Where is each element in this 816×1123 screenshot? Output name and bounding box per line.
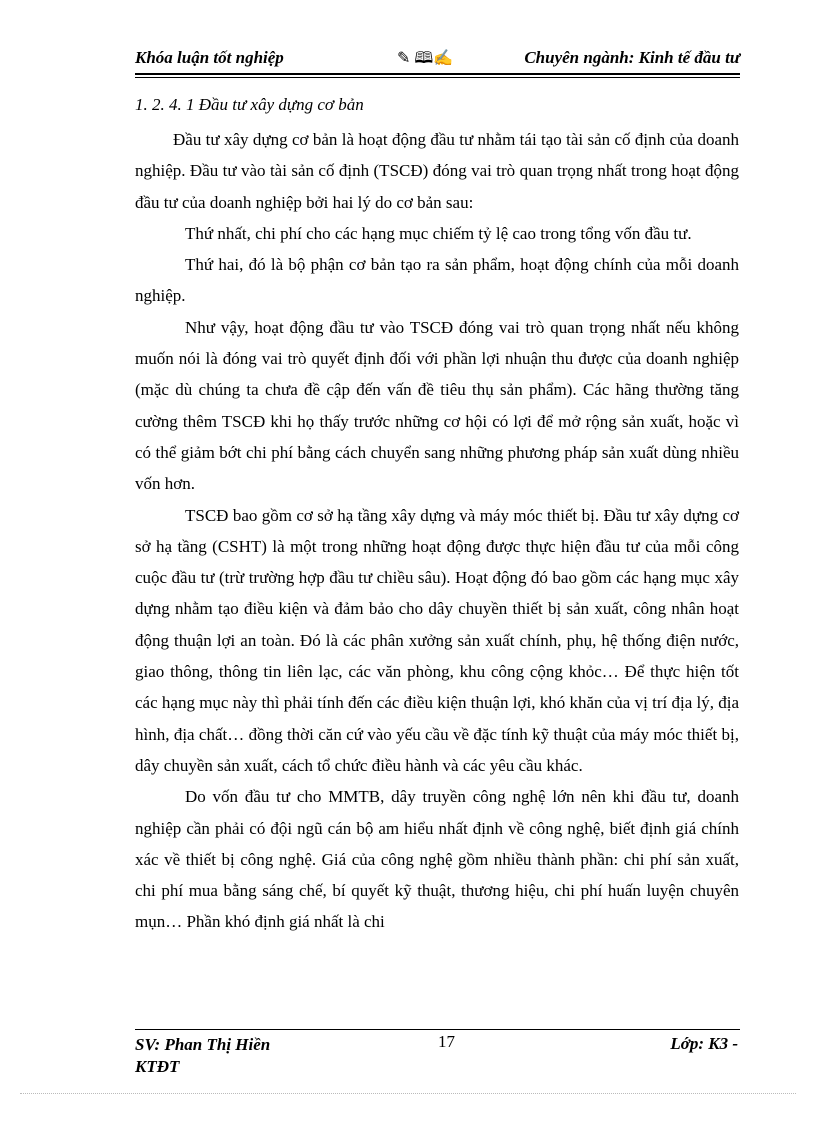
paragraph: Thứ nhất, chi phí cho các hạng mục chiếm tỷ lệ cao trong tổng vốn đầu tư. bbox=[185, 223, 692, 243]
header-major-label: Chuyên ngành: Kinh tế đầu tư bbox=[524, 48, 740, 67]
page-header bbox=[135, 48, 740, 70]
paragraph: Như vậy, hoạt động đầu tư vào TSCĐ đóng vai trò quan trọng nhất nếu không muốn nói là đóng vai trò quyết định đối với phần lợi nhuận thu được của doanh nghiệp (mặc dù chúng ta chưa đề cập đến vấn đề tiêu thụ sản phẩm). Các hãng thường tăng cường thêm TSCĐ khi họ thấy trước những cơ hội có lợi để mở rộng sản xuất, hoặc vì có thể giảm bớt chi phí bằng cách chuyển sang những phương pháp sản xuất dùng nhiều vốn hơn. bbox=[135, 317, 739, 494]
footer-student-name: SV: Phan Thị Hiền bbox=[135, 1035, 271, 1054]
paragraph: TSCĐ bao gồm cơ sở hạ tầng xây dựng và máy móc thiết bị. Đầu tư xây dựng cơ sở hạ tầng (CSHT) là một trong những hoạt động được thực hiện đầu tư của mỗi công cuộc đầu tư (trừ trường hợp đầu tư chiều sâu). Hoạt động đó bao gồm các hạng mục xây dựng nhằm tạo điều kiện và đảm bảo cho dây chuyền thiết bị sản xuất, công nhân hoạt động thuận lợi an toàn. Đó là các phân xưởng sản xuất chính, phụ, hệ thống điện nước, giao thông, thông tin liên lạc, các văn phòng, khu công cộng khỏc… Để thực hiện tốt các hạng mục này thì phải tính đến các điều kiện thuận lợi, khó khăn của vị trí địa lý, địa hình, địa chất… đồng thời căn cứ vào yếu cầu về đặc tính kỹ thuật của máy móc thiết bị, dây chuyền sản xuất, cách tổ chức điều hành và các yêu cầu khác. bbox=[135, 505, 739, 775]
document-body bbox=[135, 124, 739, 938]
footer-rule bbox=[135, 1029, 740, 1030]
header-ornament-icon: ✎ 🕮✍ bbox=[397, 50, 454, 67]
page-number: 17 bbox=[438, 1032, 455, 1051]
header-rule bbox=[135, 73, 740, 75]
header-thesis-label: Khóa luận tốt nghiệp bbox=[135, 48, 284, 67]
page-edge-divider bbox=[20, 1093, 796, 1094]
paragraph: Đầu tư xây dựng cơ bản là hoạt động đầu tư nhằm tái tạo tài sản cố định của doanh nghiệp. Đầu tư vào tài sản cố định (TSCĐ) đóng vai trò quan trọng nhất trong hoạt động đầu tư của doanh nghiệp bởi hai lý do cơ bản sau: bbox=[135, 130, 739, 212]
paragraph: Thứ hai, đó là bộ phận cơ bản tạo ra sản phẩm, hoạt động chính của mỗi doanh nghiệp. bbox=[135, 255, 739, 306]
footer-class-cont: KTĐT bbox=[135, 1057, 180, 1076]
header-rule-thin bbox=[135, 77, 740, 78]
section-title: 1. 2. 4. 1 Đầu tư xây dựng cơ bản bbox=[135, 95, 364, 114]
footer-student bbox=[135, 1034, 335, 1078]
footer-class: Lớp: K3 - bbox=[670, 1034, 738, 1053]
paragraph: Do vốn đầu tư cho MMTB, dây truyền công nghệ lớn nên khi đầu tư, doanh nghiệp cần phải có đội ngũ cán bộ am hiểu nhất định về công nghệ, biết định giá chính xác về thiết bị công nghệ. Giá của công nghệ gồm nhiều thành phần: chi phí sản xuất, chi phí mua bằng sáng chế, bí quyết kỹ thuật, thương hiệu, chi phí huấn luyện chuyên mụn… Phần khó định giá nhất là chi bbox=[135, 787, 739, 932]
